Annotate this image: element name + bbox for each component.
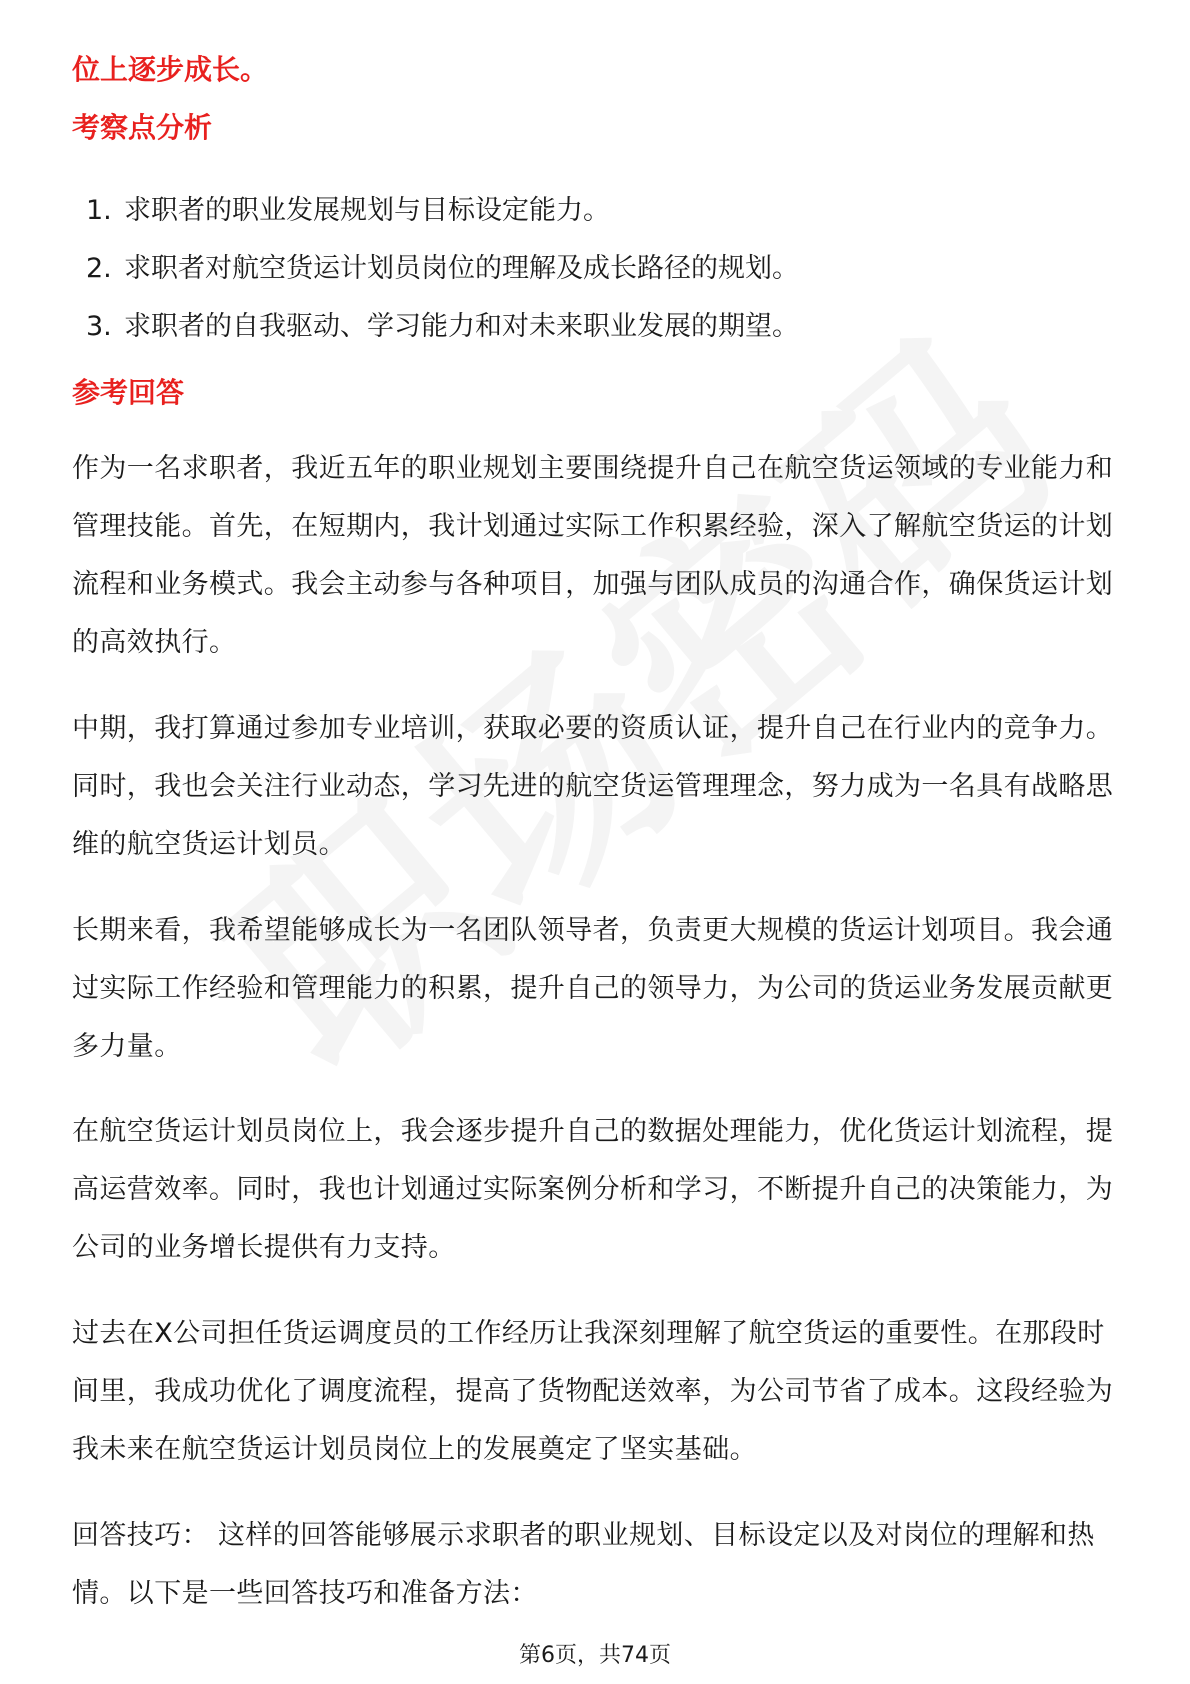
answer-paragraph: 过去在X公司担任货运调度员的工作经历让我深刻理解了航空货运的重要性。在那段时间里，我成功优化了调度流程，提高了货物配送效率，为公司节省了成本。这段经验为我未来在航空货运计划员岗位上的发展奠定了坚实基础。 [72, 1318, 1114, 1465]
list-item-text: 求职者对航空货运计划员岗位的理解及成长路径的规划。 [124, 253, 799, 284]
analysis-heading: 考察点分析 [72, 111, 213, 144]
answer-paragraph: 作为一名求职者，我近五年的职业规划主要围绕提升自己在航空货运领域的专业能力和管理技能。首先，在短期内，我计划通过实际工作积累经验，深入了解航空货运的计划流程和业务模式。我会主动参与各种项目，加强与团队成员的沟通合作，确保货运计划的高效执行。 [72, 453, 1114, 658]
answer-paragraph: 长期来看，我希望能够成长为一名团队领导者，负责更大规模的货运计划项目。我会通过实际工作经验和管理能力的积累，提升自己的领导力，为公司的货运业务发展贡献更多力量。 [72, 915, 1114, 1062]
list-item-number: 1. [86, 195, 112, 226]
answer-paragraph: 在航空货运计划员岗位上，我会逐步提升自己的数据处理能力，优化货运计划流程，提高运营效率。同时，我也计划通过实际案例分析和学习，不断提升自己的决策能力，为公司的业务增长提供有力支持。 [72, 1116, 1114, 1263]
continued-heading: 位上逐步成长。 [72, 53, 269, 86]
answer-heading: 参考回答 [72, 376, 185, 409]
answer-paragraph: 中期，我打算通过参加专业培训，获取必要的资质认证，提升自己在行业内的竞争力。同时，我也会关注行业动态，学习先进的航空货运管理理念，努力成为一名具有战略思维的航空货运计划员。 [72, 713, 1114, 860]
list-item [86, 240, 799, 298]
answer-tips-paragraph: 回答技巧： 这样的回答能够展示求职者的职业规划、目标设定以及对岗位的理解和热情。以下是一些回答技巧和准备方法： [72, 1520, 1095, 1609]
list-item-text: 求职者的职业发展规划与目标设定能力。 [124, 195, 610, 226]
page-number: 第6页，共74页 [519, 1643, 671, 1668]
list-item [86, 298, 799, 356]
list-item-text: 求职者的自我驱动、学习能力和对未来职业发展的期望。 [124, 311, 799, 342]
list-item-number: 2. [86, 253, 112, 284]
list-item [86, 182, 799, 240]
list-item-number: 3. [86, 311, 112, 342]
analysis-points-list [86, 182, 799, 356]
